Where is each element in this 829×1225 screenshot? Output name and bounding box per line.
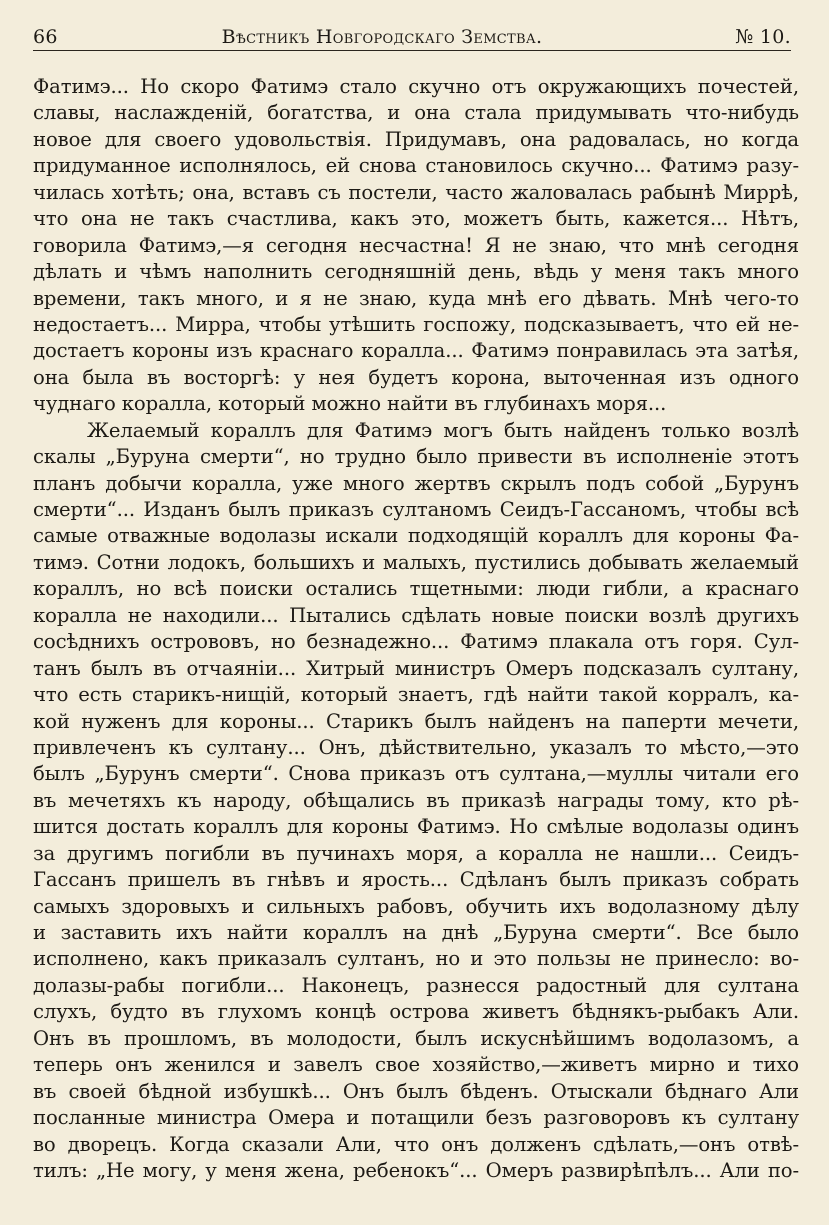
text-line: коралла не находили... Пытались сдѣлать новые поиски возлѣ другихъ	[33, 603, 799, 627]
text-line: самые отважные водолазы искали подходящій кораллъ для короны Фа-	[33, 524, 799, 548]
text-line: танъ былъ въ отчаяніи... Хитрый министръ Омеръ подсказалъ султану,	[33, 656, 799, 680]
text-line: за другимъ погибли въ пучинахъ моря, а коралла не нашли... Сеидъ-	[33, 841, 799, 865]
text-line: придуманное исполнялось, ей снова становилось скучно... Фатимэ разу-	[33, 154, 799, 178]
text-line: дѣлать и чѣмъ наполнить сегодняшній день, вѣдь у меня такъ много	[33, 260, 799, 284]
journal-title: Вѣстникъ Новгородскаго Земства.	[221, 26, 543, 48]
text-line: Гассанъ пришелъ въ гнѣвъ и ярость... Сдѣланъ былъ приказъ собрать	[33, 868, 799, 892]
text-line: что она не такъ счастлива, какъ это, можетъ быть, кажется... Нѣтъ,	[33, 207, 799, 231]
text-line: тилъ: „Не могу, у меня жена, ребенокъ“... Омеръ развирѣпѣлъ... Али по-	[33, 1158, 799, 1182]
page-header	[33, 18, 791, 48]
text-line: достаетъ короны изъ краснаго коралла... Фатимэ понравилась эта затѣя,	[33, 339, 799, 363]
text-line: теперь онъ женился и завелъ свое хозяйство,—живетъ мирно и тихо	[33, 1053, 799, 1077]
text-line: славы, наслажденій, богатства, и она стала придумывать что-нибудь	[33, 101, 799, 125]
text-line: она была въ восторгѣ: у нея будетъ корона, выточенная изъ одного	[33, 365, 799, 389]
text-line: чилась хотѣть; она, вставъ съ постели, часто жаловалась рабынѣ Миррѣ,	[33, 180, 799, 204]
page-number: 66	[33, 26, 58, 48]
text-line: и заставить ихъ найти кораллъ на днѣ „Буруна смерти“. Все было	[33, 921, 799, 944]
text-line: долазы-рабы погибли... Наконецъ, разнесся радостный для султана	[33, 973, 799, 997]
text-line: кой нуженъ для короны... Старикъ былъ найденъ на паперти мечети,	[33, 709, 799, 733]
text-line: въ мечетяхъ къ народу, обѣщались въ приказѣ награды тому, кто рѣ-	[33, 788, 799, 812]
text-line: посланные министра Омера и потащили безъ разговоровъ къ султану	[33, 1106, 799, 1130]
text-line: кораллъ, но всѣ поиски остались тщетными: люди гибли, а краснаго	[33, 577, 799, 601]
text-line: тимэ. Сотни лодокъ, большихъ и малыхъ, пустились добывать желаемый	[33, 550, 799, 574]
text-line: Желаемый кораллъ для Фатимэ могъ быть найденъ только возлѣ	[87, 418, 799, 442]
text-line: шится достать кораллъ для короны Фатимэ. Но смѣлые водолазы одинъ	[33, 815, 799, 839]
body-text	[33, 74, 799, 1184]
header-rule	[33, 50, 791, 51]
text-line: привлеченъ къ султану... Онъ, дѣйствительно, указалъ то мѣсто,—это	[33, 735, 799, 759]
paragraph	[33, 74, 799, 418]
text-line: что есть старикъ-нищій, который знаетъ, гдѣ найти такой корралъ, ка-	[33, 683, 799, 707]
text-line: новое для своего удовольствія. Придумавъ, она радовалась, но когда	[33, 127, 799, 151]
text-line: говорила Фатимэ,—я сегодня несчастна! Я не знаю, что мнѣ сегодня	[33, 233, 799, 257]
text-line: времени, такъ много, и я не знаю, куда мнѣ его дѣвать. Мнѣ чего-то	[33, 286, 799, 310]
text-line: Фатимэ... Но скоро Фатимэ стало скучно отъ окружающихъ почестей,	[33, 75, 799, 98]
text-line: во дворецъ. Когда сказали Али, что онъ долженъ сдѣлать,—онъ отвѣ-	[33, 1132, 799, 1156]
text-line: смерти“... Изданъ былъ приказъ султаномъ Сеидъ-Гассаномъ, чтобы всѣ	[33, 498, 799, 521]
text-line: планъ добычи коралла, уже много жертвъ скрылъ подъ собой „Бурунъ	[33, 471, 799, 495]
text-line: слухъ, будто въ глухомъ концѣ острова живетъ бѣднякъ-рыбакъ Али.	[33, 1000, 799, 1024]
text-line: въ своей бѣдной избушкѣ... Онъ былъ бѣденъ. Отыскали бѣднаго Али	[33, 1079, 799, 1103]
text-line: чуднаго коралла, который можно найти въ глубинахъ моря...	[33, 392, 667, 416]
text-line: Онъ въ прошломъ, въ молодости, былъ искуснѣйшимъ водолазомъ, а	[33, 1026, 799, 1050]
paragraph	[33, 418, 799, 1185]
text-line: скалы „Буруна смерти“, но трудно было привести въ исполненіе этотъ	[33, 445, 799, 469]
text-line: былъ „Бурунъ смерти“. Снова приказъ отъ султана,—муллы читали его	[33, 762, 799, 786]
text-line: самыхъ здоровыхъ и сильныхъ рабовъ, обучить ихъ водолазному дѣлу	[33, 894, 799, 918]
text-line: сосѣднихъ острововъ, но безнадежно... Фатимэ плакала отъ горя. Сул-	[33, 630, 799, 654]
text-line: недостаетъ... Мирра, чтобы утѣшить госпожу, подсказываетъ, что ей не-	[33, 312, 799, 336]
issue-number: № 10.	[735, 26, 791, 48]
text-line: исполнено, какъ приказалъ султанъ, но и это пользы не принесло: во-	[33, 947, 799, 971]
